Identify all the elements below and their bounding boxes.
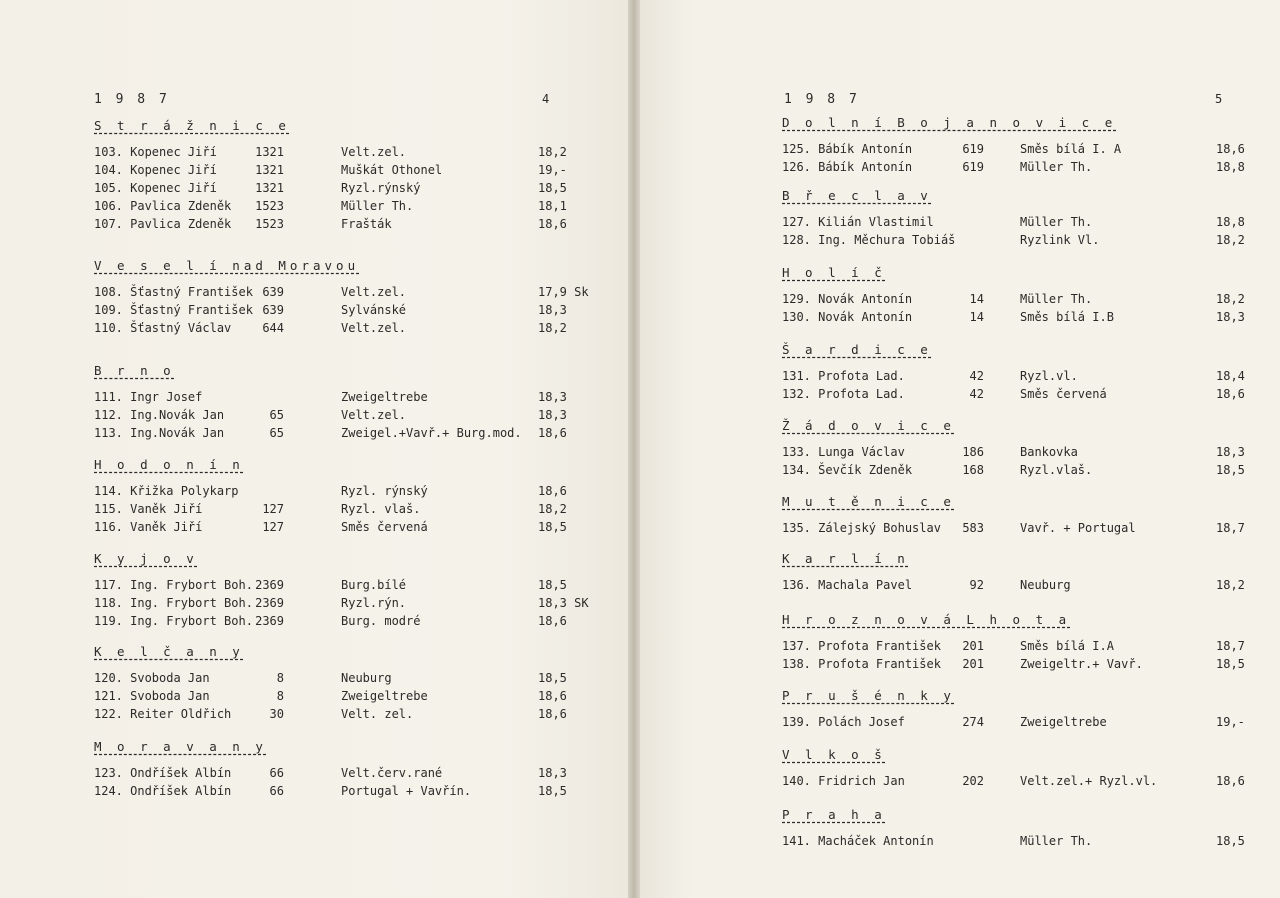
entry-variety: Zweigeltrebe bbox=[1020, 715, 1107, 729]
year-header: 1 9 8 7 bbox=[784, 92, 860, 107]
entry-row bbox=[640, 310, 1280, 328]
locality-section bbox=[0, 118, 628, 235]
entry-grade: 18,6 bbox=[538, 707, 567, 721]
entry-row bbox=[0, 217, 628, 235]
entry-number: 274 bbox=[962, 715, 984, 729]
entry-variety: Ryzl.vl. bbox=[1020, 369, 1078, 383]
locality-heading: D o l n í B o j a n o v i c e bbox=[782, 115, 1117, 130]
entry-variety: Ryzlink Vl. bbox=[1020, 233, 1100, 247]
entry-name: 125. Bábík Antonín bbox=[782, 142, 913, 156]
entry-number: 66 bbox=[269, 766, 284, 780]
locality-section bbox=[640, 188, 1280, 251]
entry-variety: Ryzl.vlaš. bbox=[1020, 463, 1093, 477]
entry-name: 104. Kopenec Jiří bbox=[94, 163, 217, 177]
entry-number: 2369 bbox=[255, 578, 284, 592]
entry-number: 127 bbox=[262, 502, 284, 516]
entry-variety: Sylvánské bbox=[341, 303, 407, 317]
entry-row bbox=[0, 199, 628, 217]
entry-row bbox=[640, 834, 1280, 852]
locality-heading: M u t ě n i c e bbox=[782, 494, 955, 509]
entry-grade: 19,- bbox=[1216, 715, 1245, 729]
entry-row bbox=[0, 181, 628, 199]
entry-number: 42 bbox=[969, 369, 984, 383]
entry-grade: 18,2 bbox=[538, 145, 567, 159]
entry-row bbox=[0, 671, 628, 689]
entry-row bbox=[640, 463, 1280, 481]
entry-row bbox=[0, 578, 628, 596]
entry-name: 113. Ing.Novák Jan bbox=[94, 426, 225, 440]
entry-variety: Zweigeltrebe bbox=[341, 390, 428, 404]
entry-row bbox=[0, 285, 628, 303]
entry-number: 8 bbox=[276, 689, 284, 703]
locality-section bbox=[640, 342, 1280, 405]
entry-name: 139. Polách Josef bbox=[782, 715, 905, 729]
entry-number: 186 bbox=[962, 445, 984, 459]
entry-variety: Neuburg bbox=[341, 671, 392, 685]
entry-number: 66 bbox=[269, 784, 284, 798]
locality-heading: K a r l í n bbox=[782, 551, 909, 566]
entry-variety: Neuburg bbox=[1020, 578, 1071, 592]
entry-name: 106. Pavlica Zdeněk bbox=[94, 199, 232, 213]
entry-grade: 18,5 bbox=[1216, 834, 1245, 848]
entry-grade: 18,5 bbox=[1216, 463, 1245, 477]
locality-heading: K y j o v bbox=[94, 551, 198, 566]
entry-row bbox=[0, 145, 628, 163]
entry-name: 118. Ing. Frybort Boh. bbox=[94, 596, 253, 610]
page-number: 4 bbox=[542, 92, 550, 106]
entry-name: 130. Novák Antonín bbox=[782, 310, 913, 324]
entry-variety: Müller Th. bbox=[1020, 834, 1093, 848]
entry-row bbox=[640, 369, 1280, 387]
entry-name: 119. Ing. Frybort Boh. bbox=[94, 614, 253, 628]
entry-variety: Frašták bbox=[341, 217, 392, 231]
page-fold bbox=[628, 0, 640, 898]
entry-grade: 18,6 bbox=[538, 484, 567, 498]
entry-variety: Velt.zel. bbox=[341, 285, 407, 299]
entry-grade: 18,5 bbox=[538, 578, 567, 592]
entry-number: 202 bbox=[962, 774, 984, 788]
locality-section bbox=[640, 551, 1280, 596]
entry-grade: 18,2 bbox=[1216, 578, 1245, 592]
locality-section bbox=[0, 551, 628, 632]
entry-name: 126. Bábík Antonín bbox=[782, 160, 913, 174]
entry-row bbox=[640, 657, 1280, 675]
entry-variety: Ryzl. vlaš. bbox=[341, 502, 421, 516]
entry-variety: Ryzl.rýnský bbox=[341, 181, 421, 195]
entry-variety: Müller Th. bbox=[1020, 292, 1093, 306]
entry-row bbox=[640, 387, 1280, 405]
locality-heading: M o r a v a n y bbox=[94, 739, 267, 754]
entry-name: 120. Svoboda Jan bbox=[94, 671, 210, 685]
entry-number: 65 bbox=[269, 408, 284, 422]
entry-name: 141. Macháček Antonín bbox=[782, 834, 934, 848]
entry-row bbox=[640, 774, 1280, 792]
locality-heading: S t r á ž n i c e bbox=[94, 118, 290, 133]
entry-variety: Müller Th. bbox=[341, 199, 414, 213]
locality-heading: Ž á d o v i c e bbox=[782, 418, 955, 433]
entry-variety: Směs bílá I. A bbox=[1020, 142, 1122, 156]
entry-grade: 18,3 bbox=[538, 390, 567, 404]
locality-section bbox=[640, 688, 1280, 733]
locality-section bbox=[640, 115, 1280, 178]
locality-heading: Š a r d i c e bbox=[782, 342, 932, 357]
entry-row bbox=[0, 614, 628, 632]
entry-number: 42 bbox=[969, 387, 984, 401]
entry-number: 201 bbox=[962, 639, 984, 653]
entry-name: 123. Ondříšek Albín bbox=[94, 766, 232, 780]
entry-grade: 18,2 bbox=[1216, 292, 1245, 306]
entry-grade: 18,6 bbox=[538, 426, 567, 440]
entry-number: 619 bbox=[962, 160, 984, 174]
entry-grade: 18,3 bbox=[538, 303, 567, 317]
locality-heading: K e l č a n y bbox=[94, 644, 244, 659]
entry-variety: Velt. zel. bbox=[341, 707, 414, 721]
entry-row bbox=[0, 484, 628, 502]
entry-name: 112. Ing.Novák Jan bbox=[94, 408, 225, 422]
right-page bbox=[640, 0, 1280, 898]
entry-name: 132. Profota Lad. bbox=[782, 387, 905, 401]
page-number: 5 bbox=[1215, 92, 1223, 106]
entry-grade: 18,2 bbox=[538, 502, 567, 516]
year-header: 1 9 8 7 bbox=[94, 92, 170, 107]
entry-name: 140. Fridrich Jan bbox=[782, 774, 905, 788]
entry-row bbox=[0, 596, 628, 614]
entry-grade: 18,5 bbox=[538, 671, 567, 685]
entry-grade: 18,5 bbox=[538, 520, 567, 534]
entry-name: 128. Ing. Měchura Tobiáš bbox=[782, 233, 956, 247]
entry-number: 168 bbox=[962, 463, 984, 477]
entry-row bbox=[640, 578, 1280, 596]
entry-name: 129. Novák Antonín bbox=[782, 292, 913, 306]
entry-row bbox=[640, 639, 1280, 657]
locality-heading: H o l í č bbox=[782, 265, 886, 280]
entry-number: 14 bbox=[969, 310, 984, 324]
entry-grade: 18,5 bbox=[1216, 657, 1245, 671]
entry-name: 108. Šťastný František bbox=[94, 285, 253, 299]
entry-grade: 18,2 bbox=[1216, 233, 1245, 247]
locality-section bbox=[640, 494, 1280, 539]
entry-variety: Portugal + Vavřín. bbox=[341, 784, 472, 798]
entry-row bbox=[0, 689, 628, 707]
entry-name: 121. Svoboda Jan bbox=[94, 689, 210, 703]
entry-number: 639 bbox=[262, 285, 284, 299]
entry-variety: Vavř. + Portugal bbox=[1020, 521, 1136, 535]
entry-name: 111. Ingr Josef bbox=[94, 390, 203, 404]
left-page bbox=[0, 0, 628, 898]
entry-row bbox=[640, 142, 1280, 160]
entry-row bbox=[640, 160, 1280, 178]
entry-name: 131. Profota Lad. bbox=[782, 369, 905, 383]
entry-number: 583 bbox=[962, 521, 984, 535]
entry-grade: 18,8 bbox=[1216, 215, 1245, 229]
entry-row bbox=[640, 292, 1280, 310]
entry-row bbox=[640, 215, 1280, 233]
entry-grade: 18,3 bbox=[538, 766, 567, 780]
locality-heading: B r n o bbox=[94, 363, 175, 378]
entry-variety: Zweigeltrebe bbox=[341, 689, 428, 703]
entry-row bbox=[0, 502, 628, 520]
entry-name: 105. Kopenec Jiří bbox=[94, 181, 217, 195]
locality-section bbox=[640, 612, 1280, 675]
entry-row bbox=[0, 163, 628, 181]
entry-name: 103. Kopenec Jiří bbox=[94, 145, 217, 159]
entry-name: 137. Profota František bbox=[782, 639, 941, 653]
entry-number: 8 bbox=[276, 671, 284, 685]
locality-section bbox=[640, 418, 1280, 481]
entry-grade: 18,6 bbox=[1216, 774, 1245, 788]
entry-number: 201 bbox=[962, 657, 984, 671]
entry-grade: 18,3 bbox=[1216, 445, 1245, 459]
entry-number: 14 bbox=[969, 292, 984, 306]
entry-row bbox=[0, 321, 628, 339]
entry-variety: Velt.zel. bbox=[341, 145, 407, 159]
entry-number: 1321 bbox=[255, 145, 284, 159]
entry-variety: Velt.červ.rané bbox=[341, 766, 443, 780]
entry-grade: 18,3 bbox=[538, 408, 567, 422]
entry-row bbox=[0, 408, 628, 426]
entry-variety: Muškát Othonel bbox=[341, 163, 443, 177]
entry-number: 644 bbox=[262, 321, 284, 335]
entry-variety: Zweigel.+Vavř.+ Burg.mod. bbox=[341, 426, 522, 440]
entry-grade: 18,7 bbox=[1216, 639, 1245, 653]
entry-grade: 18,7 bbox=[1216, 521, 1245, 535]
entry-variety: Velt.zel. bbox=[341, 408, 407, 422]
entry-row bbox=[0, 520, 628, 538]
entry-name: 116. Vaněk Jiří bbox=[94, 520, 203, 534]
entry-variety: Směs bílá I.B bbox=[1020, 310, 1114, 324]
entry-name: 138. Profota František bbox=[782, 657, 941, 671]
entry-row bbox=[640, 445, 1280, 463]
entry-variety: Ryzl. rýnský bbox=[341, 484, 428, 498]
locality-section bbox=[0, 739, 628, 802]
entry-grade: 18,6 bbox=[1216, 387, 1245, 401]
entry-number: 92 bbox=[969, 578, 984, 592]
entry-variety: Směs červená bbox=[1020, 387, 1107, 401]
entry-name: 115. Vaněk Jiří bbox=[94, 502, 203, 516]
entry-variety: Zweigeltr.+ Vavř. bbox=[1020, 657, 1143, 671]
entry-grade: 19,- bbox=[538, 163, 567, 177]
entry-name: 133. Lunga Václav bbox=[782, 445, 905, 459]
locality-heading: B ř e c l a v bbox=[782, 188, 932, 203]
entry-number: 1321 bbox=[255, 163, 284, 177]
entry-name: 114. Křižka Polykarp bbox=[94, 484, 239, 498]
entry-row bbox=[640, 715, 1280, 733]
entry-number: 639 bbox=[262, 303, 284, 317]
entry-number: 30 bbox=[269, 707, 284, 721]
entry-variety: Ryzl.rýn. bbox=[341, 596, 407, 610]
entry-number: 127 bbox=[262, 520, 284, 534]
entry-variety: Bankovka bbox=[1020, 445, 1078, 459]
entry-number: 1523 bbox=[255, 217, 284, 231]
locality-heading: V l k o š bbox=[782, 747, 886, 762]
entry-number: 2369 bbox=[255, 596, 284, 610]
entry-grade: 18,5 bbox=[538, 784, 567, 798]
entry-variety: Velt.zel. bbox=[341, 321, 407, 335]
entry-name: 110. Šťastný Václav bbox=[94, 321, 232, 335]
entry-variety: Burg. modré bbox=[341, 614, 421, 628]
entry-grade: 18,6 bbox=[538, 689, 567, 703]
locality-section bbox=[640, 265, 1280, 328]
entry-row bbox=[0, 426, 628, 444]
entry-grade: 18,3 SK bbox=[538, 596, 589, 610]
entry-row bbox=[0, 766, 628, 784]
locality-heading: P r u š é n k y bbox=[782, 688, 955, 703]
entry-grade: 18,1 bbox=[538, 199, 567, 213]
entry-name: 124. Ondříšek Albín bbox=[94, 784, 232, 798]
entry-variety: Velt.zel.+ Ryzl.vl. bbox=[1020, 774, 1158, 788]
entry-row bbox=[0, 707, 628, 725]
entry-name: 136. Machala Pavel bbox=[782, 578, 913, 592]
entry-row bbox=[640, 233, 1280, 251]
locality-section bbox=[0, 457, 628, 538]
entry-grade: 18,5 bbox=[538, 181, 567, 195]
locality-section bbox=[0, 363, 628, 444]
locality-heading: P r a h a bbox=[782, 807, 886, 822]
entry-name: 127. Kilián Vlastimil bbox=[782, 215, 934, 229]
entry-row bbox=[640, 521, 1280, 539]
entry-number: 1321 bbox=[255, 181, 284, 195]
entry-row bbox=[0, 784, 628, 802]
entry-grade: 18,4 bbox=[1216, 369, 1245, 383]
entry-name: 122. Reiter Oldřich bbox=[94, 707, 232, 721]
entry-name: 109. Šťastný František bbox=[94, 303, 253, 317]
locality-heading: H r o z n o v á L h o t a bbox=[782, 612, 1071, 627]
entry-grade: 18,6 bbox=[1216, 142, 1245, 156]
entry-grade: 18,3 bbox=[1216, 310, 1245, 324]
entry-row bbox=[0, 390, 628, 408]
locality-section bbox=[640, 747, 1280, 792]
locality-heading: V e s e l í nad Moravou bbox=[94, 258, 360, 273]
entry-number: 2369 bbox=[255, 614, 284, 628]
entry-variety: Burg.bílé bbox=[341, 578, 407, 592]
entry-number: 619 bbox=[962, 142, 984, 156]
entry-variety: Müller Th. bbox=[1020, 215, 1093, 229]
locality-section bbox=[640, 807, 1280, 852]
locality-section bbox=[0, 258, 628, 339]
locality-section bbox=[0, 644, 628, 725]
entry-grade: 18,2 bbox=[538, 321, 567, 335]
entry-name: 135. Zálejský Bohuslav bbox=[782, 521, 941, 535]
entry-grade: 18,8 bbox=[1216, 160, 1245, 174]
entry-number: 65 bbox=[269, 426, 284, 440]
entry-grade: 18,6 bbox=[538, 217, 567, 231]
entry-row bbox=[0, 303, 628, 321]
entry-name: 107. Pavlica Zdeněk bbox=[94, 217, 232, 231]
entry-number: 1523 bbox=[255, 199, 284, 213]
entry-variety: Směs bílá I.A bbox=[1020, 639, 1114, 653]
entry-variety: Müller Th. bbox=[1020, 160, 1093, 174]
entry-grade: 17,9 Sk bbox=[538, 285, 589, 299]
locality-heading: H o d o n í n bbox=[94, 457, 244, 472]
entry-grade: 18,6 bbox=[538, 614, 567, 628]
entry-name: 117. Ing. Frybort Boh. bbox=[94, 578, 253, 592]
entry-variety: Směs červená bbox=[341, 520, 428, 534]
entry-name: 134. Ševčík Zdeněk bbox=[782, 463, 913, 477]
